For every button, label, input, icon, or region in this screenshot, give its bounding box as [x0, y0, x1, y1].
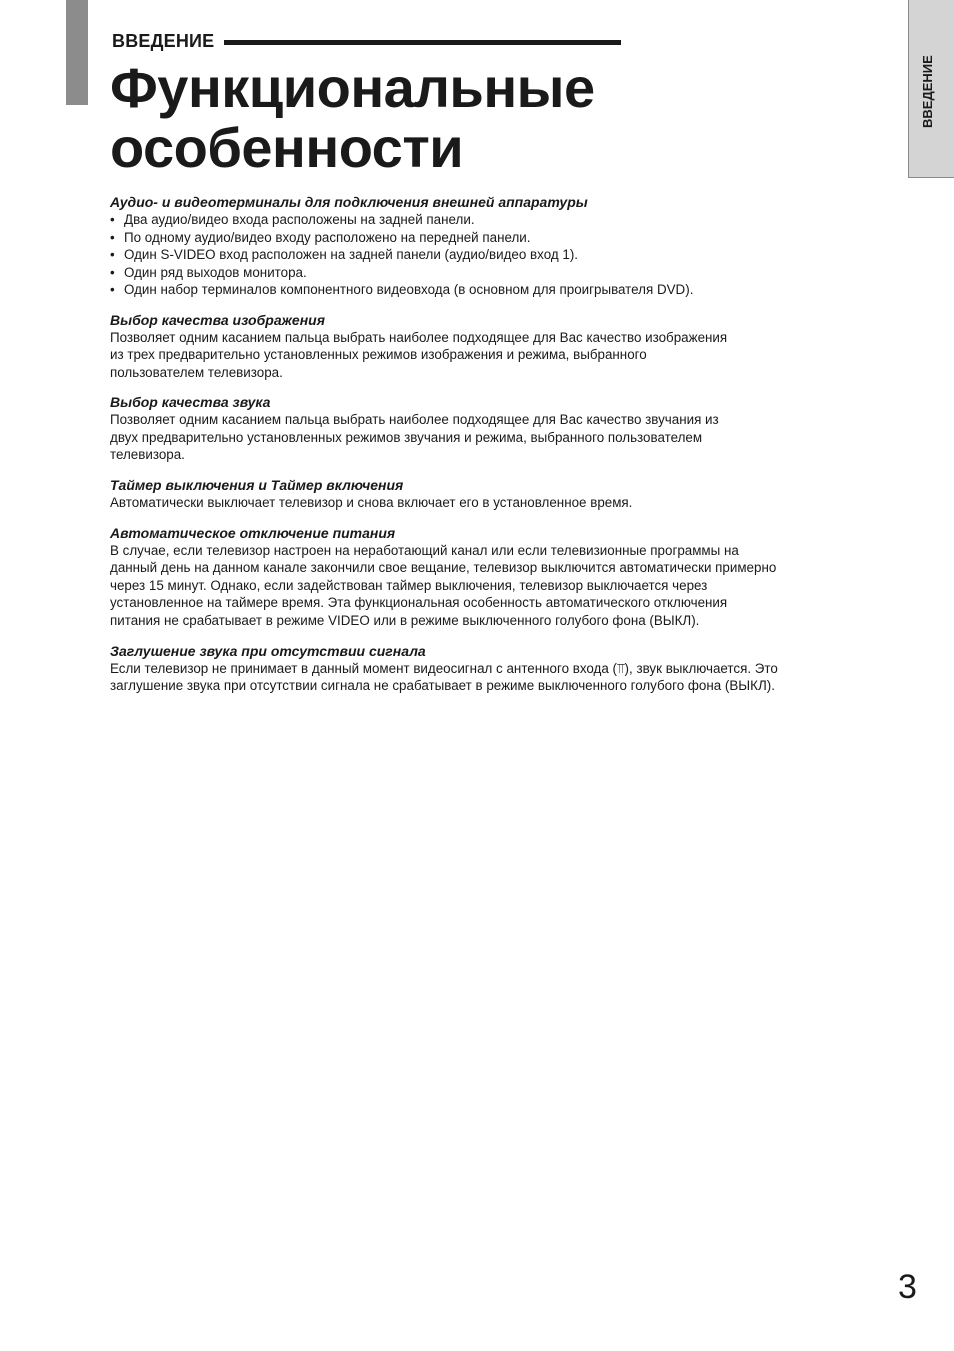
- section-rule: [224, 40, 621, 45]
- paragraph-line: Если телевизор не принимает в данный момент видеосигнал с антенного входа (⫪), звук выключается. Это: [110, 660, 778, 676]
- bullet-icon: •: [110, 247, 115, 262]
- section-timers: [110, 476, 870, 512]
- left-accent-bar: [66, 0, 88, 105]
- list-item: • Два аудио/видео входа расположены на задней панели.: [110, 212, 475, 227]
- paragraph-line: заглушение звука при отсутствии сигнала не срабатывает в режиме выключенного голубого фона (ВЫКЛ).: [110, 678, 775, 694]
- paragraph-line: Позволяет одним касанием пальца выбрать наиболее подходящее для Вас качество изображения: [110, 329, 728, 345]
- bullet-list: [110, 211, 870, 299]
- section-av-terminals: [110, 193, 870, 299]
- section-auto-power-off: [110, 524, 870, 630]
- paragraph-line: Позволяет одним касанием пальца выбрать наиболее подходящее для Вас качество звучания из: [110, 412, 719, 428]
- section-label: ВВЕДЕНИЕ: [112, 31, 215, 51]
- list-item: • Один ряд выходов монитора.: [110, 264, 307, 280]
- paragraph-line: данный день на данном канале закончили свое вещание, телевизор выключится автоматически примерно: [110, 560, 777, 576]
- bullet-icon: •: [110, 282, 115, 297]
- section-no-signal-mute: [110, 642, 870, 695]
- paragraph-line: пользователем телевизора.: [110, 364, 283, 380]
- page-title-line-2: особенности: [110, 116, 464, 179]
- bullet-icon: •: [110, 212, 115, 227]
- section-picture-quality: [110, 311, 870, 382]
- section-heading: Автоматическое отключение питания: [110, 524, 396, 541]
- section-heading: Выбор качества звука: [110, 394, 271, 411]
- page-title: [110, 58, 595, 178]
- paragraph-line: через 15 минут. Однако, если задействован таймер выключения, телевизор выключается через: [110, 577, 708, 593]
- page-number: 3: [898, 1268, 917, 1306]
- paragraph-line: питания не срабатывает в режиме VIDEO или в режиме выключенного голубого фона (ВЫКЛ).: [110, 613, 700, 629]
- bullet-icon: •: [110, 264, 115, 280]
- paragraph-line: из трех предварительно установленных режимов изображения и режима, выбранного: [110, 347, 647, 363]
- list-item: • По одному аудио/видео входу расположено на передней панели.: [110, 229, 531, 245]
- list-item: • Один S-VIDEO вход расположен на задней панели (аудио/видео вход 1).: [110, 247, 579, 262]
- section-heading: Заглушение звука при отсутствии сигнала: [110, 642, 426, 659]
- paragraph-line: двух предварительно установленных режимов звучания и режима, выбранного пользователем: [110, 429, 703, 445]
- content-area: [110, 193, 870, 707]
- bullet-icon: •: [110, 229, 115, 245]
- section-sound-quality: [110, 393, 870, 464]
- page-title-line-1: Функциональные: [110, 56, 595, 119]
- section-heading: Аудио- и видеотерминалы для подключения внешней аппаратуры: [110, 194, 588, 210]
- paragraph-line: Автоматически выключает телевизор и снова включает его в установленное время.: [110, 495, 633, 511]
- side-tab-label: ВВЕДЕНИЕ: [920, 55, 935, 128]
- paragraph-line: телевизора.: [110, 447, 185, 463]
- section-heading: Выбор качества изображения: [110, 311, 325, 328]
- list-item: • Один набор терминалов компонентного видеовхода (в основном для проигрывателя DVD).: [110, 282, 694, 297]
- section-heading: Таймер выключения и Таймер включения: [110, 477, 404, 494]
- paragraph-line: В случае, если телевизор настроен на неработающий канал или если телевизионные программы на: [110, 542, 739, 558]
- paragraph-line: установленное на таймере время. Эта функциональная особенность автоматического отключения: [110, 595, 728, 611]
